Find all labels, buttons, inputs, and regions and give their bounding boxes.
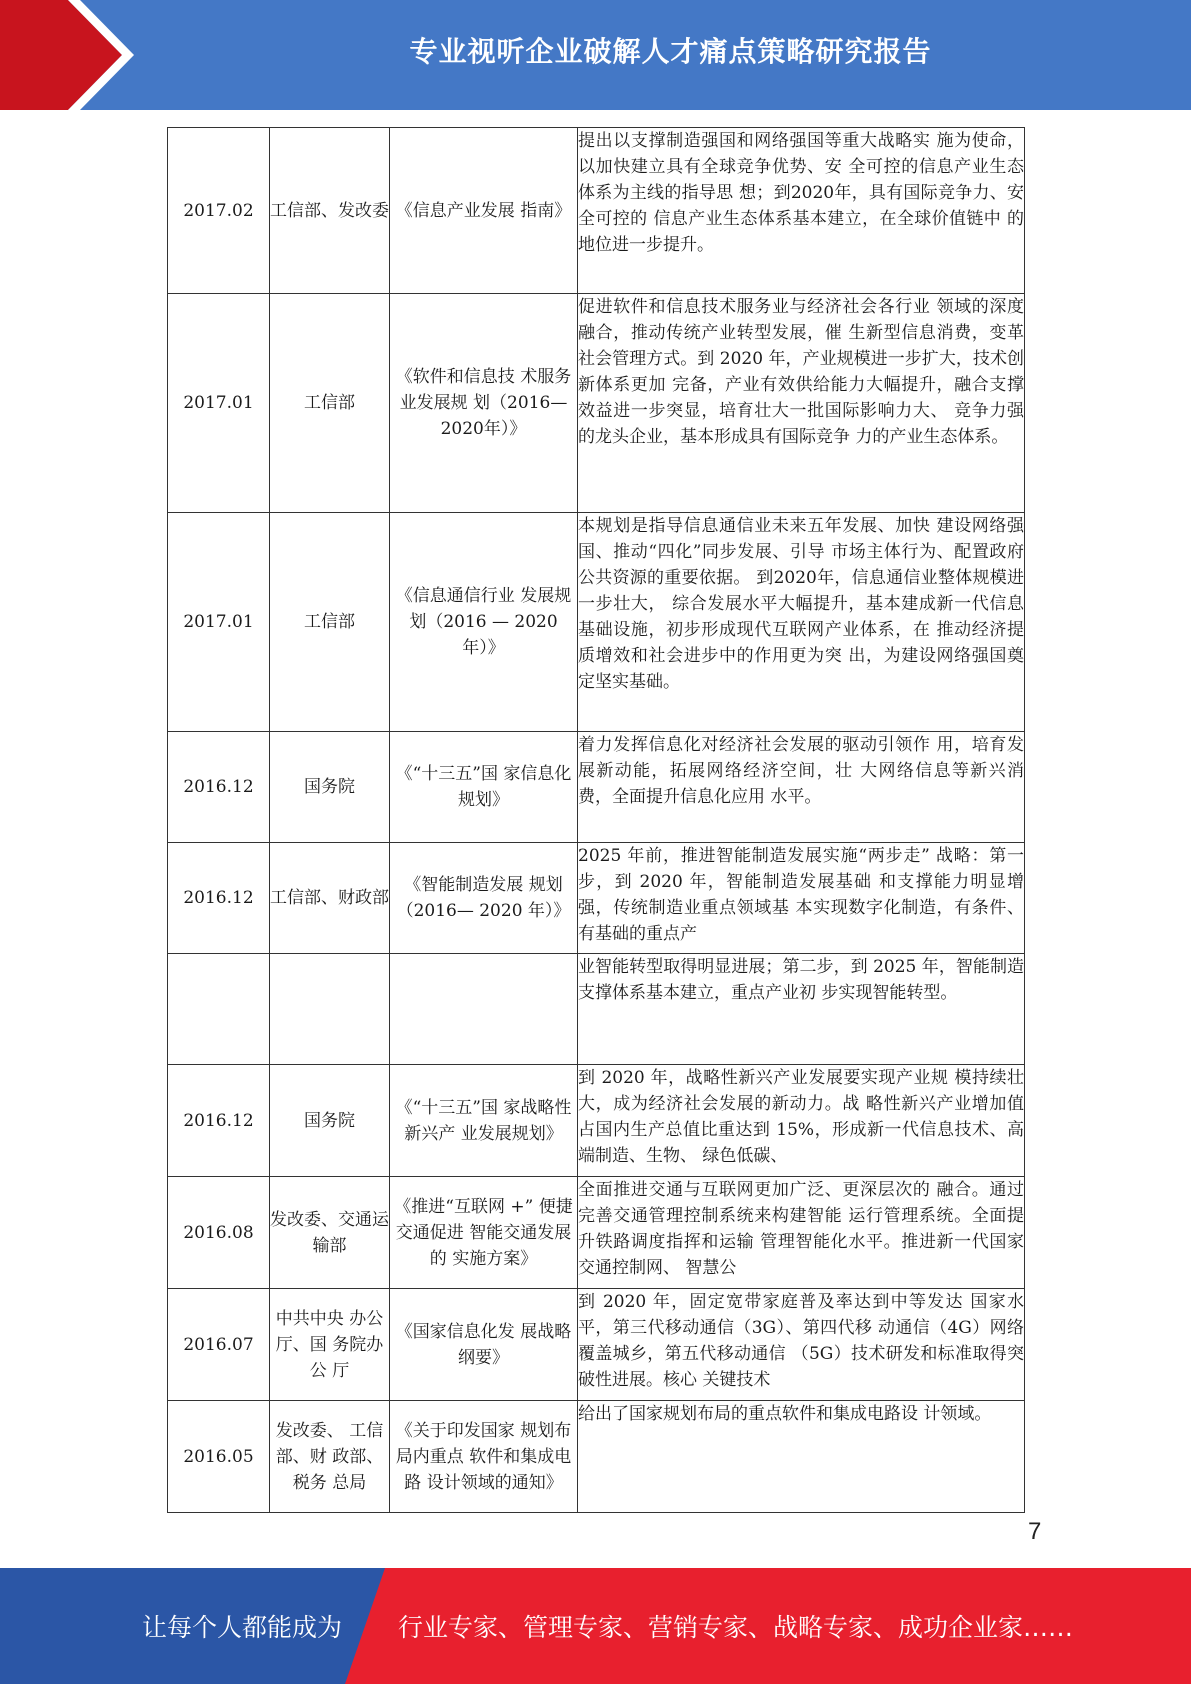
table-row [168, 732, 1025, 843]
row-policy-title: 《智能制造发展 规划（2016— 2020 年）》 [390, 843, 578, 954]
row-description: 给出了国家规划布局的重点软件和集成电路设 计领域。 [578, 1401, 1025, 1513]
row-policy-title: 《软件和信息技 术服务业发展规 划（2016— 2020年）》 [390, 294, 578, 513]
row-description: 业智能转型取得明显进展；第二步，到 2025 年，智能制造支撑体系基本建立，重点产业初 步实现智能转型。 [578, 954, 1025, 1065]
row-department: 工信部 [270, 513, 390, 732]
table-row [168, 843, 1025, 954]
row-department: 中共中央 办公厅、国 务院办公 厅 [270, 1289, 390, 1401]
row-policy-title: 《“十三五”国 家战略性新兴产 业发展规划》 [390, 1065, 578, 1177]
row-description: 全面推进交通与互联网更加广泛、更深层次的 融合。通过完善交通管理控制系统来构建智能 运行管理系统。全面提升铁路调度指挥和运输 管理智能化水平。推进新一代国家交通控制网、 智慧公 [578, 1177, 1025, 1289]
row-description: 到 2020 年，战略性新兴产业发展要实现产业规 模持续壮大，成为经济社会发展的新动力。战 略性新兴产业增加值占国内生产总值比重达到 15%，形成新一代信息技术、高端制造、生物、 绿色低碳、 [578, 1065, 1025, 1177]
row-description: 促进软件和信息技术服务业与经济社会各行业 领域的深度融合，推动传统产业转型发展，催 生新型信息消费，变革社会管理方式。到 2020 年，产业规模进一步扩大，技术创新体系更加 完备，产业有效供给能力大幅提升，融合支撑 效益进一步突显，培育壮大一批国际影响力大、 竞争力强的龙头企业，基本形成具有国际竞争 力的产业生态体系。 [578, 294, 1025, 513]
row-description: 到 2020 年，固定宽带家庭普及率达到中等发达 国家水平，第三代移动通信（3G）、第四代移 动通信（4G）网络覆盖城乡，第五代移动通信 （5G）技术研发和标准取得突破性进展。核心 关键技术 [578, 1289, 1025, 1401]
table-row [168, 1289, 1025, 1401]
row-policy-title [390, 954, 578, 1065]
row-department: 工信部、财政部 [270, 843, 390, 954]
row-department: 工信部、发改委 [270, 128, 390, 294]
row-department [270, 954, 390, 1065]
policy-table [167, 127, 1025, 1513]
table-row [168, 294, 1025, 513]
row-date: 2016.12 [168, 732, 270, 843]
page-header [0, 0, 1191, 110]
table-row [168, 513, 1025, 732]
table-row [168, 954, 1025, 1065]
table-row [168, 1177, 1025, 1289]
row-department: 发改委、交通运输部 [270, 1177, 390, 1289]
row-department: 工信部 [270, 294, 390, 513]
row-department: 国务院 [270, 1065, 390, 1177]
table-row [168, 128, 1025, 294]
report-title: 专业视听企业破解人才痛点策略研究报告 [409, 35, 932, 68]
row-date: 2016.05 [168, 1401, 270, 1513]
row-policy-title: 《国家信息化发 展战略纲要》 [390, 1289, 578, 1401]
row-description: 2025 年前，推进智能制造发展实施“两步走” 战略：第一步，到 2020 年，智能制造发展基础 和支撑能力明显增强，传统制造业重点领域基 本实现数字化制造，有条件、有基础的重点产 [578, 843, 1025, 954]
row-date: 2017.02 [168, 128, 270, 294]
page-number: 7 [1028, 1518, 1042, 1545]
row-description: 着力发挥信息化对经济社会发展的驱动引领作 用，培育发展新动能，拓展网络经济空间，壮 大网络信息等新兴消费，全面提升信息化应用 水平。 [578, 732, 1025, 843]
row-date: 2016.12 [168, 843, 270, 954]
row-department: 国务院 [270, 732, 390, 843]
row-description: 提出以支撑制造强国和网络强国等重大战略实 施为使命，以加快建立具有全球竞争优势、安 全可控的信息产业生态体系为主线的指导思 想；到2020年，具有国际竞争力、安全可控的 信息产业生态体系基本建立，在全球价值链中 的地位进一步提升。 [578, 128, 1025, 294]
footer-slogan-right: 行业专家、管理专家、营销专家、战略专家、成功企业家…… [398, 1613, 1074, 1642]
row-date: 2016.08 [168, 1177, 270, 1289]
footer-slogan-left: 让每个人都能成为 [142, 1613, 343, 1642]
table-row [168, 1065, 1025, 1177]
header-arrow-graphic [0, 0, 150, 110]
row-date: 2016.07 [168, 1289, 270, 1401]
row-date [168, 954, 270, 1065]
row-policy-title: 《“十三五”国 家信息化规划》 [390, 732, 578, 843]
row-policy-title: 《信息产业发展 指南》 [390, 128, 578, 294]
table-row [168, 1401, 1025, 1513]
row-description: 本规划是指导信息通信业未来五年发展、加快 建设网络强国、推动“四化”同步发展、引导 市场主体行为、配置政府公共资源的重要依据。 到2020年，信息通信业整体规模进一步壮大， 综合发展水平大幅提升，基本建成新一代信息 基础设施，初步形成现代互联网产业体系，在 推动经济提质增效和社会进步中的作用更为突 出，为建设网络强国奠定坚实基础。 [578, 513, 1025, 732]
row-department: 发改委、 工信部、财 政部、税务 总局 [270, 1401, 390, 1513]
row-policy-title: 《信息通信行业 发展规划（2016 — 2020 年）》 [390, 513, 578, 732]
page-footer [0, 1568, 1191, 1684]
row-policy-title: 《推进“互联网 +” 便捷交通促进 智能交通发展的 实施方案》 [390, 1177, 578, 1289]
row-policy-title: 《关于印发国家 规划布局内重点 软件和集成电路 设计领域的通知》 [390, 1401, 578, 1513]
row-date: 2017.01 [168, 513, 270, 732]
row-date: 2017.01 [168, 294, 270, 513]
row-date: 2016.12 [168, 1065, 270, 1177]
